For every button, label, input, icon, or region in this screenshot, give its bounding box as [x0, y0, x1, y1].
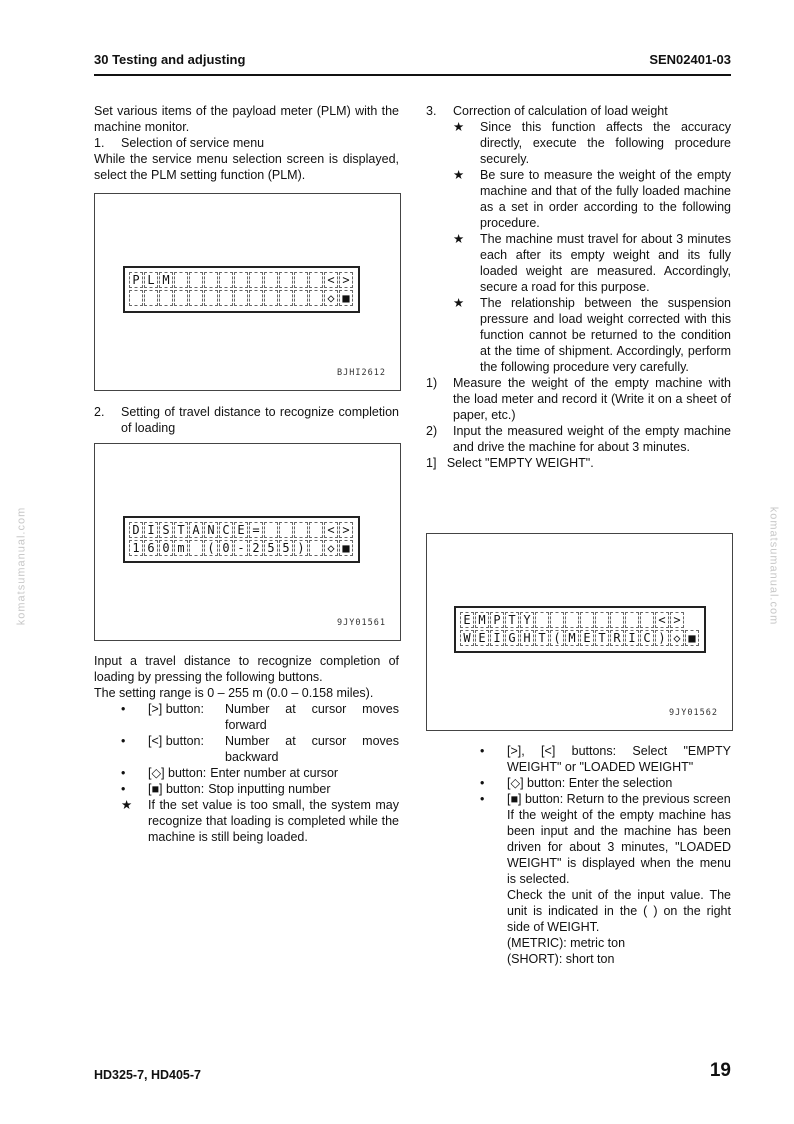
- lcd-cell: W: [460, 630, 474, 646]
- step-title: Selection of service menu: [121, 136, 265, 150]
- lcd-cell: ◇: [324, 290, 338, 306]
- lcd-cell: [294, 290, 308, 306]
- substep-1: 1) Measure the weight of the empty machine with the load meter and record it (Write it on a sheet of paper, etc.): [426, 376, 731, 422]
- lcd-cell: [189, 540, 203, 556]
- lcd-cell: [580, 612, 594, 628]
- lcd-cell: H: [520, 630, 534, 646]
- lcd-cell: T: [535, 630, 549, 646]
- lcd-cell: C: [219, 522, 233, 538]
- caution-item: ★ Be sure to measure the weight of the empty machine and that of the fully loaded machine as a set in order according to the following procedure.: [453, 168, 731, 230]
- lcd-cell: 6: [144, 540, 158, 556]
- lcd-cell: 1: [129, 540, 143, 556]
- figure-plm-screen: [94, 193, 401, 391]
- right-column: [426, 103, 731, 471]
- lcd-cell: [309, 290, 323, 306]
- list-item: • [■] button: Return to the previous screen: [480, 792, 731, 806]
- list-item: • [◇] button: Enter number at cursor: [121, 766, 339, 780]
- list-item: • [◇] button: Enter the selection: [480, 776, 673, 790]
- figure-empty-weight-screen: [426, 533, 733, 731]
- caution-item: ★ Since this function affects the accuracy directly, execute the following procedure securely.: [453, 120, 731, 166]
- left-step-2: [94, 404, 399, 436]
- step-number: 3.: [426, 104, 437, 118]
- lcd-cell: [189, 290, 203, 306]
- lcd-cell: C: [640, 630, 654, 646]
- lcd-row-2: [129, 290, 354, 307]
- lcd-cell: [219, 290, 233, 306]
- lcd-cell: [144, 290, 158, 306]
- figure-code: 9JY01561: [337, 618, 386, 628]
- lcd-cell: <: [324, 522, 338, 538]
- lcd-cell: R: [610, 630, 624, 646]
- left-lower-text: [94, 653, 399, 845]
- step-number: 2.: [94, 405, 105, 419]
- lcd-cell: M: [159, 272, 173, 288]
- note-star: ★ If the set value is too small, the system may recognize that loading is completed while the machine is still being loaded.: [121, 798, 399, 844]
- footer-models: HD325-7, HD405-7: [94, 1068, 201, 1082]
- lcd-cell: ◇: [324, 540, 338, 556]
- lcd-cell: [249, 272, 263, 288]
- lcd-cell: [294, 272, 308, 288]
- lcd-row-2: [129, 540, 354, 557]
- lcd-cell: (: [550, 630, 564, 646]
- step-title: Correction of calculation of load weight: [453, 104, 668, 118]
- lcd-cell: ): [294, 540, 308, 556]
- lcd-cell: [550, 612, 564, 628]
- lcd-cell: >: [339, 522, 353, 538]
- lcd-cell: >: [339, 272, 353, 288]
- star-icon: ★: [453, 120, 465, 134]
- lcd-cell: S: [159, 522, 173, 538]
- lcd-cell: 0: [219, 540, 233, 556]
- lcd-cell: I: [144, 522, 158, 538]
- lcd-cell: Y: [520, 612, 534, 628]
- lcd-cell: P: [490, 612, 504, 628]
- lcd-cell: 2: [249, 540, 263, 556]
- lcd-cell: -: [234, 540, 248, 556]
- lcd-cell: [204, 290, 218, 306]
- lcd-cell: [219, 272, 233, 288]
- lcd-cell: T: [505, 612, 519, 628]
- lcd-cell: [279, 522, 293, 538]
- lcd-cell: T: [595, 630, 609, 646]
- lcd-cell: [625, 612, 639, 628]
- lcd-cell: [129, 290, 143, 306]
- lcd-cell: [189, 272, 203, 288]
- lcd-cell: ■: [685, 630, 699, 646]
- star-icon: ★: [453, 232, 465, 246]
- star-icon: ★: [453, 296, 465, 310]
- figure-code: 9JY01562: [669, 708, 718, 718]
- lcd-cell: <: [655, 612, 669, 628]
- distance-instruction: Input a travel distance to recognize completion of loading by pressing the following buttons.: [94, 654, 399, 684]
- section-title: 30 Testing and adjusting: [94, 52, 246, 67]
- button-list: [121, 701, 399, 797]
- right-lower-text: [480, 743, 731, 967]
- watermark-right: komatsumanual.com: [767, 506, 780, 626]
- list-item: • [>], [<] buttons: Select "EMPTY WEIGHT" or "LOADED WEIGHT": [480, 744, 731, 774]
- lcd-cell: =: [249, 522, 263, 538]
- step-3: [426, 103, 731, 119]
- lcd-cell: [159, 290, 173, 306]
- lcd-cell: [535, 612, 549, 628]
- lcd-cell: G: [505, 630, 519, 646]
- lcd-cell: m: [174, 540, 188, 556]
- lcd-cell: [595, 612, 609, 628]
- lcd-cell: [309, 522, 323, 538]
- lcd-display: [123, 516, 360, 563]
- lcd-cell: [264, 522, 278, 538]
- lcd-cell: E: [580, 630, 594, 646]
- lcd-cell: ): [655, 630, 669, 646]
- lcd-cell: (: [204, 540, 218, 556]
- lcd-cell: E: [460, 612, 474, 628]
- lcd-cell: N: [204, 522, 218, 538]
- lcd-cell: L: [144, 272, 158, 288]
- lcd-cell: 5: [279, 540, 293, 556]
- lcd-cell: [309, 272, 323, 288]
- unit-metric: (METRIC): metric ton: [507, 936, 626, 950]
- lcd-cell: [174, 272, 188, 288]
- star-icon: ★: [453, 168, 465, 182]
- lcd-display: [123, 266, 360, 313]
- lcd-cell: D: [129, 522, 143, 538]
- lcd-row-1: [129, 272, 354, 289]
- lcd-cell: [264, 290, 278, 306]
- header-rule: [94, 74, 731, 76]
- lcd-cell: ■: [339, 290, 353, 306]
- lcd-cell: A: [189, 522, 203, 538]
- lcd-row-2: [460, 630, 700, 647]
- lcd-cell: I: [490, 630, 504, 646]
- lcd-cell: ■: [339, 540, 353, 556]
- list-item: • [>] button: Number at cursor moves forward: [121, 702, 399, 732]
- step-1-text: While the service menu selection screen is displayed, select the PLM setting function (PLM).: [94, 152, 399, 182]
- lcd-cell: ◇: [670, 630, 684, 646]
- lcd-cell: [174, 290, 188, 306]
- lcd-cell: [565, 612, 579, 628]
- list-item: • [■] button: Stop inputting number: [121, 782, 331, 796]
- unit-short: (SHORT): short ton: [507, 952, 615, 966]
- loaded-weight-note: If the weight of the empty machine has been input and the machine has been driven for about 3 minutes, "LOADED WEIGHT" is displayed when the menu is selected.: [507, 808, 731, 886]
- watermark-left: komatsumanual.com: [15, 506, 28, 626]
- page-number: 19: [709, 1060, 731, 1081]
- setting-range: The setting range is 0 – 255 m (0.0 – 0.158 miles).: [94, 686, 374, 700]
- figure-code: BJHI2612: [337, 368, 386, 378]
- step-number: 1.: [94, 136, 105, 150]
- lcd-cell: M: [565, 630, 579, 646]
- step-title: Setting of travel distance to recognize completion of loading: [121, 405, 399, 435]
- substep-2: 2) Input the measured weight of the empty machine and drive the machine for about 3 minutes.: [426, 424, 731, 454]
- lcd-cell: >: [670, 612, 684, 628]
- unit-note: Check the unit of the input value. The unit is indicated in the ( ) on the right side of WEIGHT.: [507, 888, 731, 934]
- lcd-row-1: [460, 612, 700, 629]
- document-code: SEN02401-03: [649, 52, 731, 67]
- step-1: [94, 135, 399, 151]
- caution-item: ★ The relationship between the suspension pressure and load weight corrected with this function cannot be returned to the condition at the time of shipment. Accordingly, perform the following procedure very carefully.: [453, 296, 731, 374]
- lcd-cell: [249, 290, 263, 306]
- lcd-cell: [279, 290, 293, 306]
- lcd-cell: [234, 290, 248, 306]
- lcd-cell: E: [234, 522, 248, 538]
- intro-text: Set various items of the payload meter (PLM) with the machine monitor.: [94, 104, 399, 134]
- substep-2-1: 1] Select "EMPTY WEIGHT".: [426, 456, 594, 470]
- caution-item: ★ The machine must travel for about 3 minutes each after its empty weight and its fully loaded weight are measured. Accordingly, secure a road for this purpose.: [453, 232, 731, 294]
- lcd-cell: T: [174, 522, 188, 538]
- lcd-cell: [279, 272, 293, 288]
- lcd-cell: E: [475, 630, 489, 646]
- lcd-cell: [294, 522, 308, 538]
- figure-distance-screen: [94, 443, 401, 641]
- star-icon: ★: [121, 798, 133, 812]
- lcd-cell: [204, 272, 218, 288]
- lcd-cell: [309, 540, 323, 556]
- step-2: [94, 404, 399, 436]
- lcd-cell: [610, 612, 624, 628]
- lcd-cell: <: [324, 272, 338, 288]
- lcd-cell: [264, 272, 278, 288]
- page-header: [94, 52, 731, 74]
- lcd-cell: M: [475, 612, 489, 628]
- lcd-display: [454, 606, 706, 653]
- left-column: [94, 103, 399, 183]
- lcd-cell: 0: [159, 540, 173, 556]
- lcd-cell: [234, 272, 248, 288]
- lcd-cell: [640, 612, 654, 628]
- lcd-cell: I: [625, 630, 639, 646]
- list-item: • [<] button: Number at cursor moves backward: [121, 734, 399, 764]
- lcd-row-1: [129, 522, 354, 539]
- lcd-cell: 5: [264, 540, 278, 556]
- lcd-cell: P: [129, 272, 143, 288]
